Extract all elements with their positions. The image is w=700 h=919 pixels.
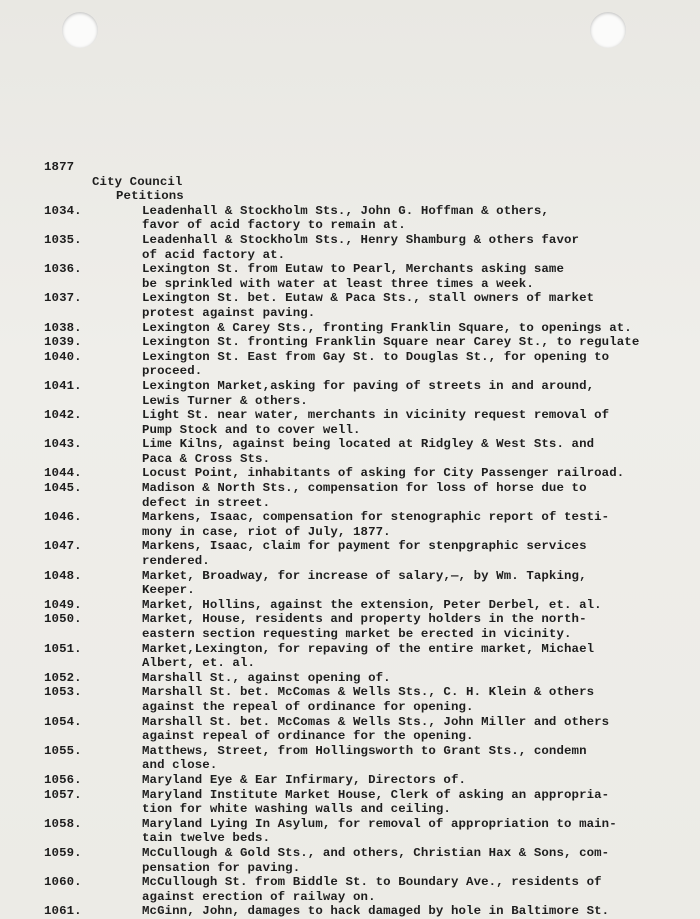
list-item	[44, 233, 694, 262]
entry-text: Market, Hollins, against the extension, Peter Derbel, et. al.	[142, 597, 602, 612]
entry-text: Leadenhall & Stockholm Sts., Henry Shamburg & others favor of acid factory at.	[142, 232, 580, 262]
list-item	[44, 773, 694, 788]
list-item	[44, 685, 694, 714]
entry-text: McCullough St. from Biddle St. to Boundary Ave., residents of against erection of railway on.	[142, 875, 602, 904]
entry-number: 1056.	[44, 772, 82, 787]
entry-number: 1055.	[44, 743, 82, 758]
entry-text: Maryland Lying In Asylum, for removal of appropriation to main- tain twelve beds.	[142, 816, 617, 846]
list-item	[44, 408, 694, 437]
list-item	[44, 335, 694, 350]
entry-text: Matthews, Street, from Hollingsworth to Grant Sts., condemn and close.	[142, 743, 587, 773]
entry-number: 1036.	[44, 262, 82, 277]
section-heading: City Council	[92, 174, 183, 189]
entry-number: 1054.	[44, 714, 82, 729]
entry-text: McGinn, John, damages to hack damaged by hole in Baltimore St.	[142, 904, 610, 919]
list-item	[44, 350, 694, 379]
entry-text: Marshall St. bet. McComas & Wells Sts., John Miller and others against repeal of ordinance for the opening.	[142, 714, 610, 744]
entry-number: 1044.	[44, 466, 82, 481]
list-item	[44, 875, 694, 904]
list-item	[44, 510, 694, 539]
entry-number: 1048.	[44, 568, 82, 583]
entry-text: Markens, Isaac, claim for payment for stenpgraphic services rendered.	[142, 539, 587, 569]
entry-number: 1039.	[44, 335, 82, 350]
list-item	[44, 817, 694, 846]
punch-hole-right	[590, 12, 626, 48]
list-item	[44, 291, 694, 320]
entry-number: 1035.	[44, 232, 82, 247]
list-item	[44, 598, 694, 613]
entry-number: 1053.	[44, 685, 82, 700]
list-item	[44, 904, 694, 919]
list-item	[44, 466, 694, 481]
entry-text: Market,Lexington, for repaving of the entire market, Michael Albert, et. al.	[142, 641, 595, 671]
entry-text: Markens, Isaac, compensation for stenographic report of testi- mony in case, riot of July, 1877.	[142, 510, 610, 539]
entry-text: Lexington St. bet. Eutaw & Paca Sts., stall owners of market protest against paving.	[142, 291, 595, 320]
entry-number: 1045.	[44, 481, 82, 496]
entry-number: 1037.	[44, 291, 82, 306]
entry-number: 1047.	[44, 539, 82, 554]
entry-number: 1041.	[44, 378, 82, 393]
entry-text: Lexington St. fronting Franklin Square near Carey St., to regulate	[142, 335, 640, 350]
entry-text: Marshall St., against opening of.	[142, 670, 391, 685]
entry-number: 1057.	[44, 787, 82, 802]
entry-text: Lexington & Carey Sts., fronting Franklin Square, to openings at.	[142, 320, 632, 335]
entry-number: 1046.	[44, 510, 82, 525]
list-item	[44, 437, 694, 466]
entry-text: Lexington Market,asking for paving of streets in and around, Lewis Turner & others.	[142, 378, 595, 408]
entry-text: Market, Broadway, for increase of salary,—, by Wm. Tapking, Keeper.	[142, 568, 587, 598]
entry-text: Madison & North Sts., compensation for loss of horse due to defect in street.	[142, 481, 587, 510]
entry-number: 1061.	[44, 904, 82, 919]
list-item	[44, 642, 694, 671]
entry-number: 1040.	[44, 349, 82, 364]
list-item	[44, 379, 694, 408]
entry-text: Locust Point, inhabitants of asking for City Passenger railroad.	[142, 466, 625, 481]
entry-number: 1038.	[44, 320, 82, 335]
entry-number: 1052.	[44, 670, 82, 685]
punch-hole-left	[62, 12, 98, 48]
entry-text: Lexington St. East from Gay St. to Douglas St., for opening to proceed.	[142, 349, 610, 379]
entry-number: 1060.	[44, 875, 82, 890]
subsection-heading: Petitions	[116, 189, 184, 204]
entry-text: Market, House, residents and property holders in the north- eastern section requesting market be erected in vicinity.	[142, 612, 587, 641]
entry-text: Lime Kilns, against being located at Ridgley & West Sts. and Paca & Cross Sts.	[142, 437, 595, 466]
list-item	[44, 612, 694, 641]
entry-number: 1043.	[44, 437, 82, 452]
list-item	[44, 481, 694, 510]
entry-list	[44, 204, 694, 919]
list-item	[44, 788, 694, 817]
entry-number: 1049.	[44, 597, 82, 612]
entry-text: Leadenhall & Stockholm Sts., John G. Hoffman & others, favor of acid factory to remain at.	[142, 203, 549, 233]
year-heading: 1877	[44, 160, 75, 174]
list-item	[44, 569, 694, 598]
entry-text: Light St. near water, merchants in vicinity request removal of Pump Stock and to cover well.	[142, 408, 610, 437]
entry-text: Maryland Eye & Ear Infirmary, Directors of.	[142, 772, 467, 787]
list-item	[44, 715, 694, 744]
entry-number: 1059.	[44, 845, 82, 860]
entry-text: Maryland Institute Market House, Clerk of asking an appropria- tion for white washing walls and ceiling.	[142, 787, 610, 817]
entry-number: 1058.	[44, 816, 82, 831]
entry-number: 1042.	[44, 408, 82, 423]
entry-number: 1034.	[44, 203, 82, 218]
list-item	[44, 846, 694, 875]
entry-text: McCullough & Gold Sts., and others, Christian Hax & Sons, com- pensation for paving.	[142, 845, 610, 875]
entry-number: 1051.	[44, 641, 82, 656]
typed-index	[44, 160, 694, 919]
entry-text: Lexington St. from Eutaw to Pearl, Merchants asking same be sprinkled with water at least three times a week.	[142, 262, 564, 291]
entry-text: Marshall St. bet. McComas & Wells Sts., C. H. Klein & others against the repeal of ordinance for opening.	[142, 685, 595, 714]
entry-number: 1050.	[44, 612, 82, 627]
list-item	[44, 671, 694, 686]
list-item	[44, 262, 694, 291]
list-item	[44, 204, 694, 233]
list-item	[44, 539, 694, 568]
list-item	[44, 321, 694, 336]
list-item	[44, 744, 694, 773]
